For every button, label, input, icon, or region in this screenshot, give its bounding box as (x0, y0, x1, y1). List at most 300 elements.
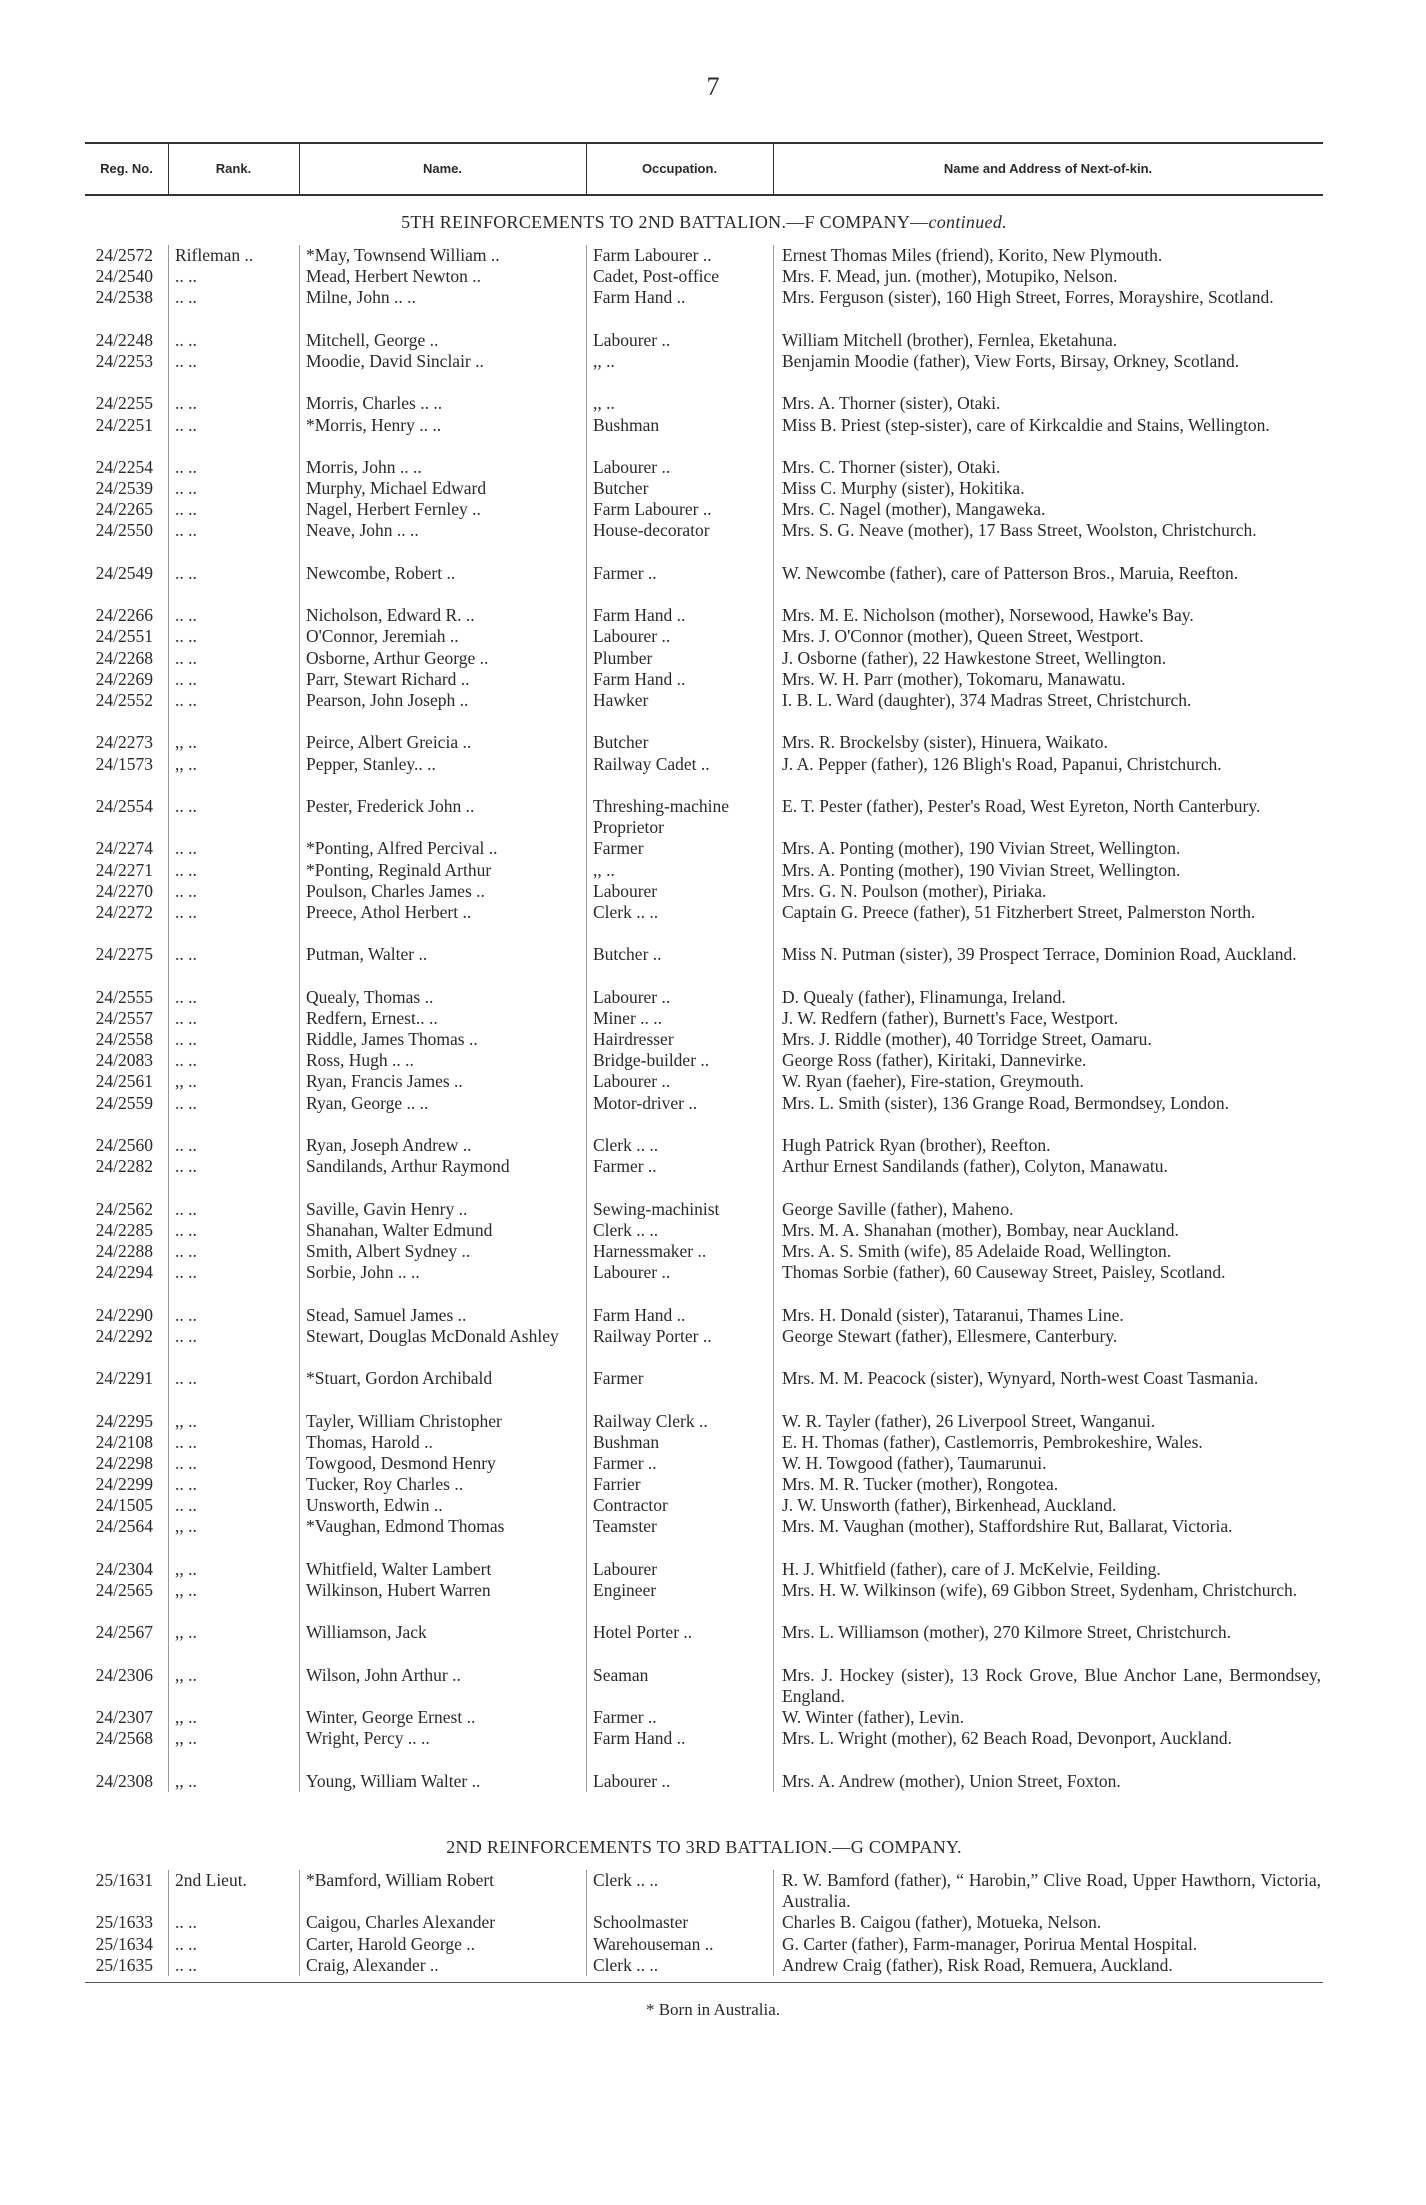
reg-no-cell: 24/2299 (95, 1474, 153, 1495)
header-occupation: Occupation. (586, 144, 774, 194)
reg-no-cell: 24/2288 (95, 1241, 153, 1261)
name-cell: Nagel, Herbert Fernley .. (299, 499, 586, 520)
occupation-cell: Labourer .. (586, 987, 773, 1008)
occupation-cell: ,, .. (586, 351, 773, 393)
rank-cell: .. .. (168, 1050, 299, 1071)
next-of-kin-cell: Mrs. M. R. Tucker (mother), Rongotea. (773, 1474, 1321, 1495)
name-cell: Stead, Samuel James .. (299, 1305, 586, 1326)
rank-cell: ,, .. (168, 1622, 299, 1664)
rank-cell: .. .. (168, 944, 299, 986)
occupation-cell: Labourer .. (586, 457, 773, 478)
table-row (85, 1707, 1323, 1728)
name-cell: Smith, Albert Sydney .. (299, 1241, 586, 1262)
reg-no-cell: 24/2273 (95, 732, 153, 753)
table-row (85, 1411, 1323, 1432)
rank-cell: .. .. (168, 860, 299, 881)
next-of-kin-cell: Benjamin Moodie (father), View Forts, Birsay, Orkney, Scotland. (773, 351, 1321, 393)
occupation-cell: Clerk .. .. (586, 1870, 773, 1912)
rank-cell: .. .. (168, 330, 299, 351)
reg-no-cell: 24/2568 (95, 1728, 153, 1749)
table-row (85, 754, 1323, 796)
rank-cell: .. .. (168, 1326, 299, 1368)
table-row (85, 1029, 1323, 1050)
reg-no-cell: 24/2265 (95, 499, 153, 520)
occupation-cell: Farm Hand .. (586, 1728, 773, 1770)
next-of-kin-cell: Mrs. C. Thorner (sister), Otaki. (773, 457, 1321, 478)
reg-no-cell: 24/2270 (95, 880, 153, 901)
next-of-kin-cell: W. Newcombe (father), care of Patterson Bros., Maruia, Reefton. (773, 563, 1321, 605)
next-of-kin-cell: Thomas Sorbie (father), 60 Causeway Street, Paisley, Scotland. (773, 1262, 1321, 1304)
name-cell: Wright, Percy .. .. (299, 1728, 586, 1770)
reg-no-cell: 24/2268 (95, 647, 153, 668)
name-cell: Peirce, Albert Greicia .. (299, 732, 586, 753)
rank-cell: .. .. (168, 287, 299, 329)
next-of-kin-cell: Mrs. H. W. Wilkinson (wife), 69 Gibbon Street, Sydenham, Christchurch. (773, 1580, 1321, 1622)
next-of-kin-cell: George Stewart (father), Ellesmere, Canterbury. (773, 1326, 1321, 1368)
table-row (85, 1771, 1323, 1792)
header-name: Name. (299, 144, 587, 194)
reg-no-cell: 24/2271 (95, 859, 153, 880)
rank-cell: ,, .. (168, 1771, 299, 1792)
name-cell: Stewart, Douglas McDonald Ashley (299, 1326, 586, 1368)
table-row (85, 796, 1323, 838)
next-of-kin-cell: J. W. Unsworth (father), Birkenhead, Auckland. (773, 1495, 1321, 1516)
reg-no-cell: 24/2558 (95, 1029, 153, 1050)
name-cell: Mitchell, George .. (299, 330, 586, 351)
reg-no-cell: 24/2266 (95, 605, 153, 626)
reg-no-cell: 24/2083 (95, 1050, 153, 1071)
next-of-kin-cell: J. Osborne (father), 22 Hawkestone Street, Wellington. (773, 648, 1321, 669)
name-cell: Poulson, Charles James .. (299, 881, 586, 902)
table-row (85, 732, 1323, 753)
header-next-of-kin: Name and Address of Next-of-kin. (943, 161, 1153, 176)
table-row (85, 605, 1323, 626)
table-row (85, 838, 1323, 859)
name-cell: Ross, Hugh .. .. (299, 1050, 586, 1071)
table-row (85, 1453, 1323, 1474)
next-of-kin-cell: Mrs. A. S. Smith (wife), 85 Adelaide Road, Wellington. (773, 1241, 1321, 1262)
name-cell: *Vaughan, Edmond Thomas (299, 1516, 586, 1558)
name-cell: Milne, John .. .. (299, 287, 586, 329)
occupation-cell: Farm Hand .. (586, 287, 773, 329)
occupation-cell: Hairdresser (586, 1029, 773, 1050)
name-cell: Caigou, Charles Alexander (299, 1912, 586, 1933)
rank-cell: .. .. (168, 1008, 299, 1029)
occupation-cell: House-decorator (586, 520, 773, 562)
rank-cell: Rifleman .. (168, 245, 299, 266)
name-cell: Whitfield, Walter Lambert (299, 1559, 586, 1580)
occupation-cell: Hotel Porter .. (586, 1622, 773, 1664)
roll-table-section-1 (85, 245, 1323, 1792)
reg-no-cell: 25/1634 (95, 1933, 153, 1954)
footnote: * Born in Australia. (645, 2000, 781, 2019)
table-row (85, 1934, 1323, 1955)
table-row (85, 1728, 1323, 1770)
reg-no-cell: 24/2285 (95, 1219, 153, 1240)
table-row (85, 1870, 1323, 1912)
name-cell: Parr, Stewart Richard .. (299, 669, 586, 690)
next-of-kin-cell: I. B. L. Ward (daughter), 374 Madras Street, Christchurch. (773, 690, 1321, 732)
name-cell: Saville, Gavin Henry .. (299, 1199, 586, 1220)
reg-no-cell: 24/2254 (95, 456, 153, 477)
next-of-kin-cell: Mrs. F. Mead, jun. (mother), Motupiko, Nelson. (773, 266, 1321, 287)
table-row (85, 1622, 1323, 1664)
reg-no-cell: 24/2291 (95, 1368, 153, 1389)
name-cell: *Ponting, Alfred Percival .. (299, 838, 586, 859)
next-of-kin-cell: W. Winter (father), Levin. (773, 1707, 1321, 1728)
table-row (85, 1071, 1323, 1092)
reg-no-cell: 24/2251 (95, 414, 153, 435)
rank-cell: .. .. (168, 1474, 299, 1495)
rank-cell: ,, .. (168, 1516, 299, 1558)
reg-no-cell: 24/2560 (95, 1135, 153, 1156)
occupation-cell: Farm Hand .. (586, 605, 773, 626)
name-cell: Ryan, George .. .. (299, 1093, 586, 1135)
rank-cell: .. .. (168, 520, 299, 562)
table-row (85, 1326, 1323, 1368)
reg-no-cell: 25/1631 (95, 1870, 153, 1890)
next-of-kin-cell: Mrs. J. Riddle (mother), 40 Torridge Street, Oamaru. (773, 1029, 1321, 1050)
name-cell: Nicholson, Edward R. .. (299, 605, 586, 626)
rank-cell: .. .. (168, 669, 299, 690)
reg-no-cell: 24/2282 (95, 1156, 153, 1177)
occupation-cell: Farm Labourer .. (586, 245, 773, 266)
occupation-cell: Harnessmaker .. (586, 1241, 773, 1262)
reg-no-cell: 24/2557 (95, 1007, 153, 1028)
occupation-cell: Schoolmaster (586, 1912, 773, 1933)
rank-cell: ,, .. (168, 1707, 299, 1728)
name-cell: Ryan, Joseph Andrew .. (299, 1135, 586, 1156)
reg-no-cell: 24/2108 (95, 1431, 153, 1452)
reg-no-cell: 24/2307 (95, 1707, 153, 1728)
name-cell: *Morris, Henry .. .. (299, 415, 586, 457)
reg-no-cell: 24/2294 (95, 1262, 153, 1283)
occupation-cell: ,, .. (586, 393, 773, 414)
occupation-cell: Hawker (586, 690, 773, 732)
reg-no-cell: 24/2565 (95, 1580, 153, 1601)
occupation-cell: Clerk .. .. (586, 1955, 773, 1976)
name-cell: Shanahan, Walter Edmund (299, 1220, 586, 1241)
reg-no-cell: 24/2308 (95, 1770, 153, 1791)
next-of-kin-cell: Mrs. A. Ponting (mother), 190 Vivian Street, Wellington. (773, 838, 1321, 859)
rank-cell: .. .. (168, 902, 299, 944)
reg-no-cell: 24/2552 (95, 690, 153, 711)
next-of-kin-cell: W. Ryan (faeher), Fire-station, Greymouth. (773, 1071, 1321, 1092)
occupation-cell: Seaman (586, 1665, 773, 1707)
table-row (85, 1432, 1323, 1453)
reg-no-cell: 24/2572 (95, 245, 153, 265)
name-cell: Williamson, Jack (299, 1622, 586, 1664)
occupation-cell: Farm Hand .. (586, 669, 773, 690)
table-row (85, 944, 1323, 986)
table-row (85, 690, 1323, 732)
next-of-kin-cell: Mrs. W. H. Parr (mother), Tokomaru, Manawatu. (773, 669, 1321, 690)
occupation-cell: Labourer .. (586, 330, 773, 351)
next-of-kin-cell: Mrs. M. Vaughan (mother), Staffordshire Rut, Ballarat, Victoria. (773, 1516, 1321, 1558)
rank-cell: ,, .. (168, 1728, 299, 1770)
name-cell: *Stuart, Gordon Archibald (299, 1368, 586, 1410)
rank-cell: .. .. (168, 1495, 299, 1516)
next-of-kin-cell: E. H. Thomas (father), Castlemorris, Pembrokeshire, Wales. (773, 1432, 1321, 1453)
name-cell: Sorbie, John .. .. (299, 1262, 586, 1304)
name-cell: Wilson, John Arthur .. (299, 1665, 586, 1707)
rank-cell: .. .. (168, 626, 299, 647)
header-reg-no: Reg. No. (85, 144, 169, 194)
table-row (85, 1135, 1323, 1156)
rank-cell: .. .. (168, 499, 299, 520)
rank-cell: .. .. (168, 1156, 299, 1198)
table-row (85, 563, 1323, 605)
next-of-kin-cell: Mrs. R. Brockelsby (sister), Hinuera, Waikato. (773, 732, 1321, 753)
table-row (85, 669, 1323, 690)
rank-cell: .. .. (168, 1912, 299, 1933)
rank-cell: ,, .. (168, 1071, 299, 1092)
page-number: 7 (706, 72, 720, 101)
next-of-kin-cell: William Mitchell (brother), Fernlea, Eketahuna. (773, 330, 1321, 351)
table-row (85, 1495, 1323, 1516)
name-cell: Tayler, William Christopher (299, 1411, 586, 1432)
occupation-cell: ,, .. (586, 860, 773, 881)
rank-cell: ,, .. (168, 754, 299, 796)
occupation-cell: Clerk .. .. (586, 902, 773, 944)
rank-cell: .. .. (168, 266, 299, 287)
occupation-cell: Motor-driver .. (586, 1093, 773, 1135)
name-cell: Unsworth, Edwin .. (299, 1495, 586, 1516)
next-of-kin-cell: Mrs. A. Andrew (mother), Union Street, Foxton. (773, 1771, 1321, 1792)
rank-cell: .. .. (168, 478, 299, 499)
roll-table-section-2 (85, 1870, 1323, 1976)
occupation-cell: Bushman (586, 1432, 773, 1453)
rank-cell: .. .. (168, 1241, 299, 1262)
occupation-cell: Clerk .. .. (586, 1220, 773, 1241)
occupation-cell: Railway Cadet .. (586, 754, 773, 796)
rank-cell: .. .. (168, 1453, 299, 1474)
table-row (85, 1305, 1323, 1326)
rank-cell: .. .. (168, 690, 299, 732)
occupation-cell: Labourer .. (586, 1262, 773, 1304)
occupation-cell: Farm Labourer .. (586, 499, 773, 520)
reg-no-cell: 24/2550 (95, 520, 153, 541)
reg-no-cell: 24/2540 (95, 266, 153, 287)
occupation-cell: Labourer (586, 1559, 773, 1580)
occupation-cell: Butcher (586, 732, 773, 753)
reg-no-cell: 24/2559 (95, 1092, 153, 1113)
rank-cell: .. .. (168, 1093, 299, 1135)
next-of-kin-cell: Mrs. L. Wright (mother), 62 Beach Road, Devonport, Auckland. (773, 1728, 1321, 1770)
reg-no-cell: 24/2269 (95, 668, 153, 689)
reg-no-cell: 25/1633 (95, 1912, 153, 1933)
next-of-kin-cell: Mrs. Ferguson (sister), 160 High Street, Forres, Morayshire, Scotland. (773, 287, 1321, 329)
occupation-cell: Butcher .. (586, 944, 773, 986)
occupation-cell: Bridge-builder .. (586, 1050, 773, 1071)
reg-no-cell: 24/2555 (95, 986, 153, 1007)
section-title-continued: continued. (928, 212, 1007, 232)
next-of-kin-cell: Mrs. C. Nagel (mother), Mangaweka. (773, 499, 1321, 520)
table-row (85, 1368, 1323, 1410)
name-cell: Craig, Alexander .. (299, 1955, 586, 1976)
occupation-cell: Clerk .. .. (586, 1135, 773, 1156)
reg-no-cell: 24/2562 (95, 1198, 153, 1219)
next-of-kin-cell: Mrs. M. A. Shanahan (mother), Bombay, near Auckland. (773, 1220, 1321, 1241)
table-row (85, 266, 1323, 287)
name-cell: Tucker, Roy Charles .. (299, 1474, 586, 1495)
name-cell: Mead, Herbert Newton .. (299, 266, 586, 287)
rank-cell: .. .. (168, 1262, 299, 1304)
name-cell: Osborne, Arthur George .. (299, 648, 586, 669)
next-of-kin-cell: Captain G. Preece (father), 51 Fitzherbert Street, Palmerston North. (773, 902, 1321, 944)
reg-no-cell: 24/2275 (95, 944, 153, 965)
occupation-cell: Farmer .. (586, 1453, 773, 1474)
section-title-2nd-reinforcements: 2ND REINFORCEMENTS TO 3RD BATTALION.—G COMPANY. (446, 1837, 962, 1857)
name-cell: Ryan, Francis James .. (299, 1071, 586, 1092)
reg-no-cell: 24/2539 (95, 478, 153, 499)
header-rank: Rank. (168, 144, 300, 194)
name-cell: Morris, Charles .. .. (299, 393, 586, 414)
occupation-cell: Farrier (586, 1474, 773, 1495)
occupation-cell: Farmer (586, 1368, 773, 1410)
name-cell: Carter, Harold George .. (299, 1934, 586, 1955)
table-row (85, 1474, 1323, 1495)
reg-no-cell: 25/1635 (95, 1954, 153, 1975)
next-of-kin-cell: R. W. Bamford (father), “ Harobin,” Clive Road, Upper Hawthorn, Victoria, Australia. (773, 1870, 1321, 1912)
occupation-cell: Miner .. .. (586, 1008, 773, 1029)
rank-cell: .. .. (168, 351, 299, 393)
rank-cell: .. .. (168, 648, 299, 669)
next-of-kin-cell: H. J. Whitfield (father), care of J. McKelvie, Feilding. (773, 1559, 1321, 1580)
name-cell: Sandilands, Arthur Raymond (299, 1156, 586, 1198)
next-of-kin-cell: W. R. Tayler (father), 26 Liverpool Street, Wanganui. (773, 1411, 1321, 1432)
next-of-kin-cell: Ernest Thomas Miles (friend), Korito, New Plymouth. (773, 245, 1321, 266)
rank-cell: .. .. (168, 1368, 299, 1410)
next-of-kin-cell: D. Quealy (father), Flinamunga, Ireland. (773, 987, 1321, 1008)
next-of-kin-cell: George Ross (father), Kiritaki, Dannevirke. (773, 1050, 1321, 1071)
name-cell: Neave, John .. .. (299, 520, 586, 562)
next-of-kin-cell: E. T. Pester (father), Pester's Road, West Eyreton, North Canterbury. (773, 796, 1321, 838)
reg-no-cell: 24/2290 (95, 1304, 153, 1325)
table-row (85, 245, 1323, 266)
occupation-cell: Teamster (586, 1516, 773, 1558)
column-header-row (85, 142, 1323, 196)
rank-cell: .. .. (168, 1305, 299, 1326)
rank-cell: .. .. (168, 1029, 299, 1050)
occupation-cell: Farmer .. (586, 1707, 773, 1728)
next-of-kin-cell: Mrs. M. M. Peacock (sister), Wynyard, North-west Coast Tasmania. (773, 1368, 1321, 1410)
next-of-kin-cell: Mrs. J. Hockey (sister), 13 Rock Grove, Blue Anchor Lane, Bermondsey, England. (773, 1665, 1321, 1707)
table-row (85, 987, 1323, 1008)
next-of-kin-cell: Mrs. H. Donald (sister), Tataranui, Thames Line. (773, 1305, 1321, 1326)
name-cell: Pepper, Stanley.. .. (299, 754, 586, 796)
occupation-cell: Bushman (586, 415, 773, 457)
reg-no-cell: 24/2567 (95, 1622, 153, 1643)
next-of-kin-cell: J. W. Redfern (father), Burnett's Face, Westport. (773, 1008, 1321, 1029)
table-row (85, 520, 1323, 562)
next-of-kin-cell: J. A. Pepper (father), 126 Bligh's Road, Papanui, Christchurch. (773, 754, 1321, 796)
next-of-kin-cell: Mrs. M. E. Nicholson (mother), Norsewood, Hawke's Bay. (773, 605, 1321, 626)
reg-no-cell: 24/2538 (95, 287, 153, 308)
next-of-kin-cell: W. H. Towgood (father), Taumarunui. (773, 1453, 1321, 1474)
rank-cell: .. .. (168, 415, 299, 457)
rank-cell: .. .. (168, 1135, 299, 1156)
next-of-kin-cell: Mrs. A. Thorner (sister), Otaki. (773, 393, 1321, 414)
reg-no-cell: 24/2564 (95, 1516, 153, 1537)
table-row (85, 1093, 1323, 1135)
name-cell: Newcombe, Robert .. (299, 563, 586, 605)
occupation-cell: Labourer .. (586, 1071, 773, 1092)
next-of-kin-cell: Hugh Patrick Ryan (brother), Reefton. (773, 1135, 1321, 1156)
rank-cell: .. .. (168, 987, 299, 1008)
table-row (85, 393, 1323, 414)
rank-cell: .. .. (168, 838, 299, 859)
reg-no-cell: 24/2554 (95, 795, 153, 816)
name-cell: Quealy, Thomas .. (299, 987, 586, 1008)
next-of-kin-cell: Mrs. S. G. Neave (mother), 17 Bass Street, Woolston, Christchurch. (773, 520, 1321, 562)
table-row (85, 457, 1323, 478)
rank-cell: .. .. (168, 1432, 299, 1453)
reg-no-cell: 24/2298 (95, 1452, 153, 1473)
occupation-cell: Farmer .. (586, 1156, 773, 1198)
table-row (85, 1220, 1323, 1241)
occupation-cell: Butcher (586, 478, 773, 499)
reg-no-cell: 24/1505 (95, 1495, 153, 1516)
table-row (85, 1912, 1323, 1933)
rank-cell: .. .. (168, 1934, 299, 1955)
reg-no-cell: 24/2295 (95, 1410, 153, 1431)
name-cell: Wilkinson, Hubert Warren (299, 1580, 586, 1622)
rank-cell: ,, .. (168, 1580, 299, 1622)
occupation-cell: Railway Clerk .. (586, 1411, 773, 1432)
table-row (85, 1050, 1323, 1071)
name-cell: Thomas, Harold .. (299, 1432, 586, 1453)
name-cell: Preece, Athol Herbert .. (299, 902, 586, 944)
reg-no-cell: 24/2248 (95, 329, 153, 350)
name-cell: Morris, John .. .. (299, 457, 586, 478)
table-row (85, 1955, 1323, 1976)
table-row (85, 1559, 1323, 1580)
name-cell: Moodie, David Sinclair .. (299, 351, 586, 393)
name-cell: Towgood, Desmond Henry (299, 1453, 586, 1474)
table-row (85, 1008, 1323, 1029)
rank-cell: .. .. (168, 796, 299, 838)
table-row (85, 1241, 1323, 1262)
next-of-kin-cell: Mrs. G. N. Poulson (mother), Piriaka. (773, 881, 1321, 902)
reg-no-cell: 24/2549 (95, 562, 153, 583)
section-title-text: 5TH REINFORCEMENTS TO 2ND BATTALION.—F COMPANY— (401, 212, 929, 232)
rank-cell: .. .. (168, 457, 299, 478)
table-row (85, 648, 1323, 669)
next-of-kin-cell: Arthur Ernest Sandilands (father), Colyton, Manawatu. (773, 1156, 1321, 1198)
table-row (85, 351, 1323, 393)
name-cell: O'Connor, Jeremiah .. (299, 626, 586, 647)
reg-no-cell: 24/1573 (95, 753, 153, 774)
section-title-5th-reinforcements (85, 212, 1323, 233)
occupation-cell: Cadet, Post-office (586, 266, 773, 287)
next-of-kin-cell: Andrew Craig (father), Risk Road, Remuera, Auckland. (773, 1955, 1321, 1976)
rank-cell: .. .. (168, 1199, 299, 1220)
table-row (85, 626, 1323, 647)
occupation-cell: Farm Hand .. (586, 1305, 773, 1326)
table-row (85, 902, 1323, 944)
table-row (85, 1580, 1323, 1622)
reg-no-cell: 24/2255 (95, 393, 153, 414)
table-row (85, 1199, 1323, 1220)
table-row (85, 1156, 1323, 1198)
next-of-kin-cell: Mrs. J. O'Connor (mother), Queen Street, Westport. (773, 626, 1321, 647)
next-of-kin-cell: Charles B. Caigou (father), Motueka, Nelson. (773, 1912, 1321, 1933)
rank-cell: .. .. (168, 605, 299, 626)
table-row (85, 1516, 1323, 1558)
name-cell: Pester, Frederick John .. (299, 796, 586, 838)
occupation-cell: Railway Porter .. (586, 1326, 773, 1368)
